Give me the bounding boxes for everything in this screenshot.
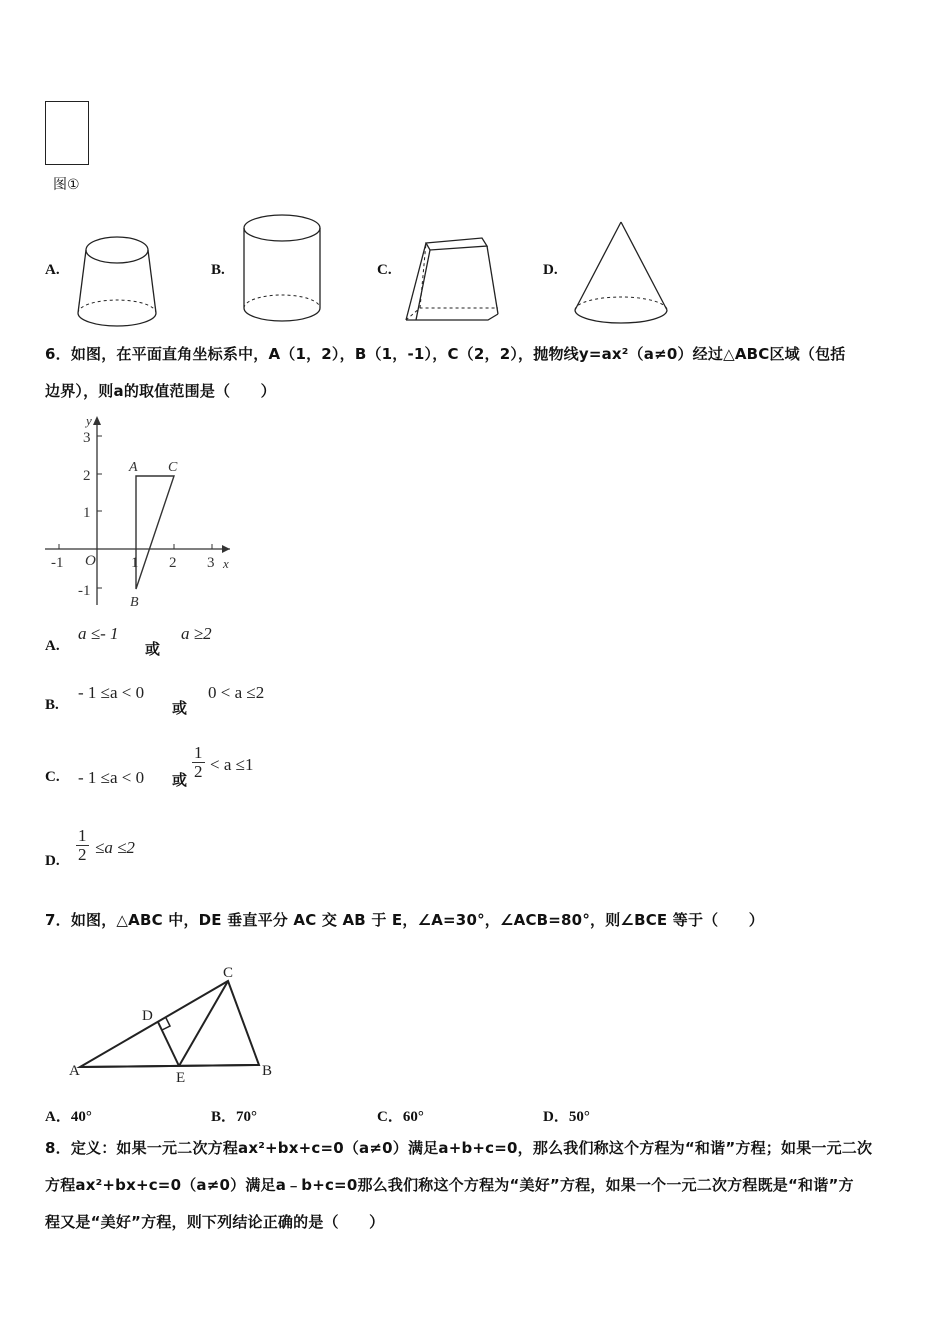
q6-option-c-denominator: 2: [194, 762, 203, 781]
x-tick-neg1: -1: [51, 555, 64, 571]
q6-option-d-numerator: 1: [78, 826, 87, 845]
q7-option-c: C．60°: [377, 1109, 424, 1125]
q5-option-c-label: C.: [377, 262, 392, 278]
triangle-abc: [136, 476, 174, 589]
q6-option-d-label: D.: [45, 853, 60, 869]
q6-option-c-part2: < a ≤1: [210, 755, 254, 774]
q6-option-c-numerator: 1: [194, 743, 203, 762]
q5-option-a-label: A.: [45, 262, 60, 278]
q7-option-b: B．70°: [211, 1109, 258, 1125]
q8-stem-line-3: 程又是“美好”方程，则下列结论正确的是（ ）: [45, 1213, 385, 1231]
q7-triangle-figure: [66, 958, 286, 1086]
q6-option-a-part2: a ≥2: [181, 624, 212, 643]
q7-option-a: A．40°: [45, 1109, 92, 1125]
x-tick-2: 2: [169, 555, 177, 571]
point-c-label: C: [168, 460, 178, 475]
q6-option-b-label: B.: [45, 697, 59, 713]
q7-label-b: B: [262, 1063, 273, 1079]
y-tick-neg1: -1: [78, 583, 91, 599]
q6-option-d-part2: ≤a ≤2: [95, 838, 135, 857]
q6-option-a-label: A.: [45, 638, 60, 654]
q8-stem-line-2: 方程ax²+bx+c=0（a≠0）满足a﹣b+c=0那么我们称这个方程为“美好”方程，如果一个一元二次方程既是“和谐”方: [45, 1176, 854, 1194]
q7-label-d: D: [142, 1008, 153, 1024]
q7-label-a: A: [69, 1063, 80, 1079]
point-a-label: A: [129, 460, 138, 475]
y-tick-1: 1: [83, 505, 91, 521]
figure-1: [45, 101, 89, 165]
q5-option-d-label: D.: [543, 262, 558, 278]
q5-option-a-frustum: [70, 230, 165, 330]
y-tick-3: 3: [83, 430, 91, 446]
q5-option-d-cone: [568, 218, 673, 330]
q6-option-b-part1: - 1 ≤a < 0: [78, 683, 145, 702]
point-b-label: B: [130, 595, 139, 610]
origin-label: O: [85, 553, 96, 569]
q6-option-c-fraction: [192, 744, 205, 781]
q6-option-b-part2: 0 < a ≤2: [208, 683, 265, 702]
figure-1-caption: 图①: [53, 177, 80, 193]
x-axis-label: x: [223, 556, 229, 571]
q5-option-c-prism-frustum: [402, 232, 507, 327]
q7-label-c: C: [223, 965, 234, 981]
x-tick-3: 3: [207, 555, 215, 571]
q6-option-a-or: 或: [145, 640, 161, 658]
q7-option-d: D．50°: [543, 1109, 590, 1125]
q6-option-b-or: 或: [172, 699, 188, 717]
x-tick-1: 1: [131, 555, 139, 571]
q6-option-d-denominator: 2: [78, 845, 87, 864]
q5-option-b-label: B.: [211, 262, 225, 278]
q6-option-d-fraction: [76, 827, 89, 864]
q6-option-c-or: 或: [172, 771, 188, 789]
q8-stem-line-1: 8．定义：如果一元二次方程ax²+bx+c=0（a≠0）满足a+b+c=0，那么我们称这个方程为“和谐”方程；如果一元二次: [45, 1139, 873, 1157]
y-axis-label: y: [86, 413, 92, 428]
q6-option-a-part1: a ≤- 1: [78, 624, 119, 643]
q6-stem-line-1: 6．如图，在平面直角坐标系中，A（1，2），B（1，-1），C（2，2），抛物线y=ax²（a≠0）经过△ABC区域（包括: [45, 345, 846, 363]
q6-coordinate-graph: [40, 410, 250, 615]
q6-option-c-part1: - 1 ≤a < 0: [78, 768, 145, 787]
q6-stem-line-2: 边界），则a的取值范围是（ ）: [45, 382, 276, 400]
q5-option-b-cylinder: [238, 208, 328, 330]
y-tick-2: 2: [83, 468, 91, 484]
q7-stem: 7．如图，△ABC 中，DE 垂直平分 AC 交 AB 于 E，∠A=30°，∠ACB=80°，则∠BCE 等于（ ）: [45, 911, 764, 929]
q7-label-e: E: [176, 1070, 186, 1086]
q6-option-c-label: C.: [45, 769, 60, 785]
